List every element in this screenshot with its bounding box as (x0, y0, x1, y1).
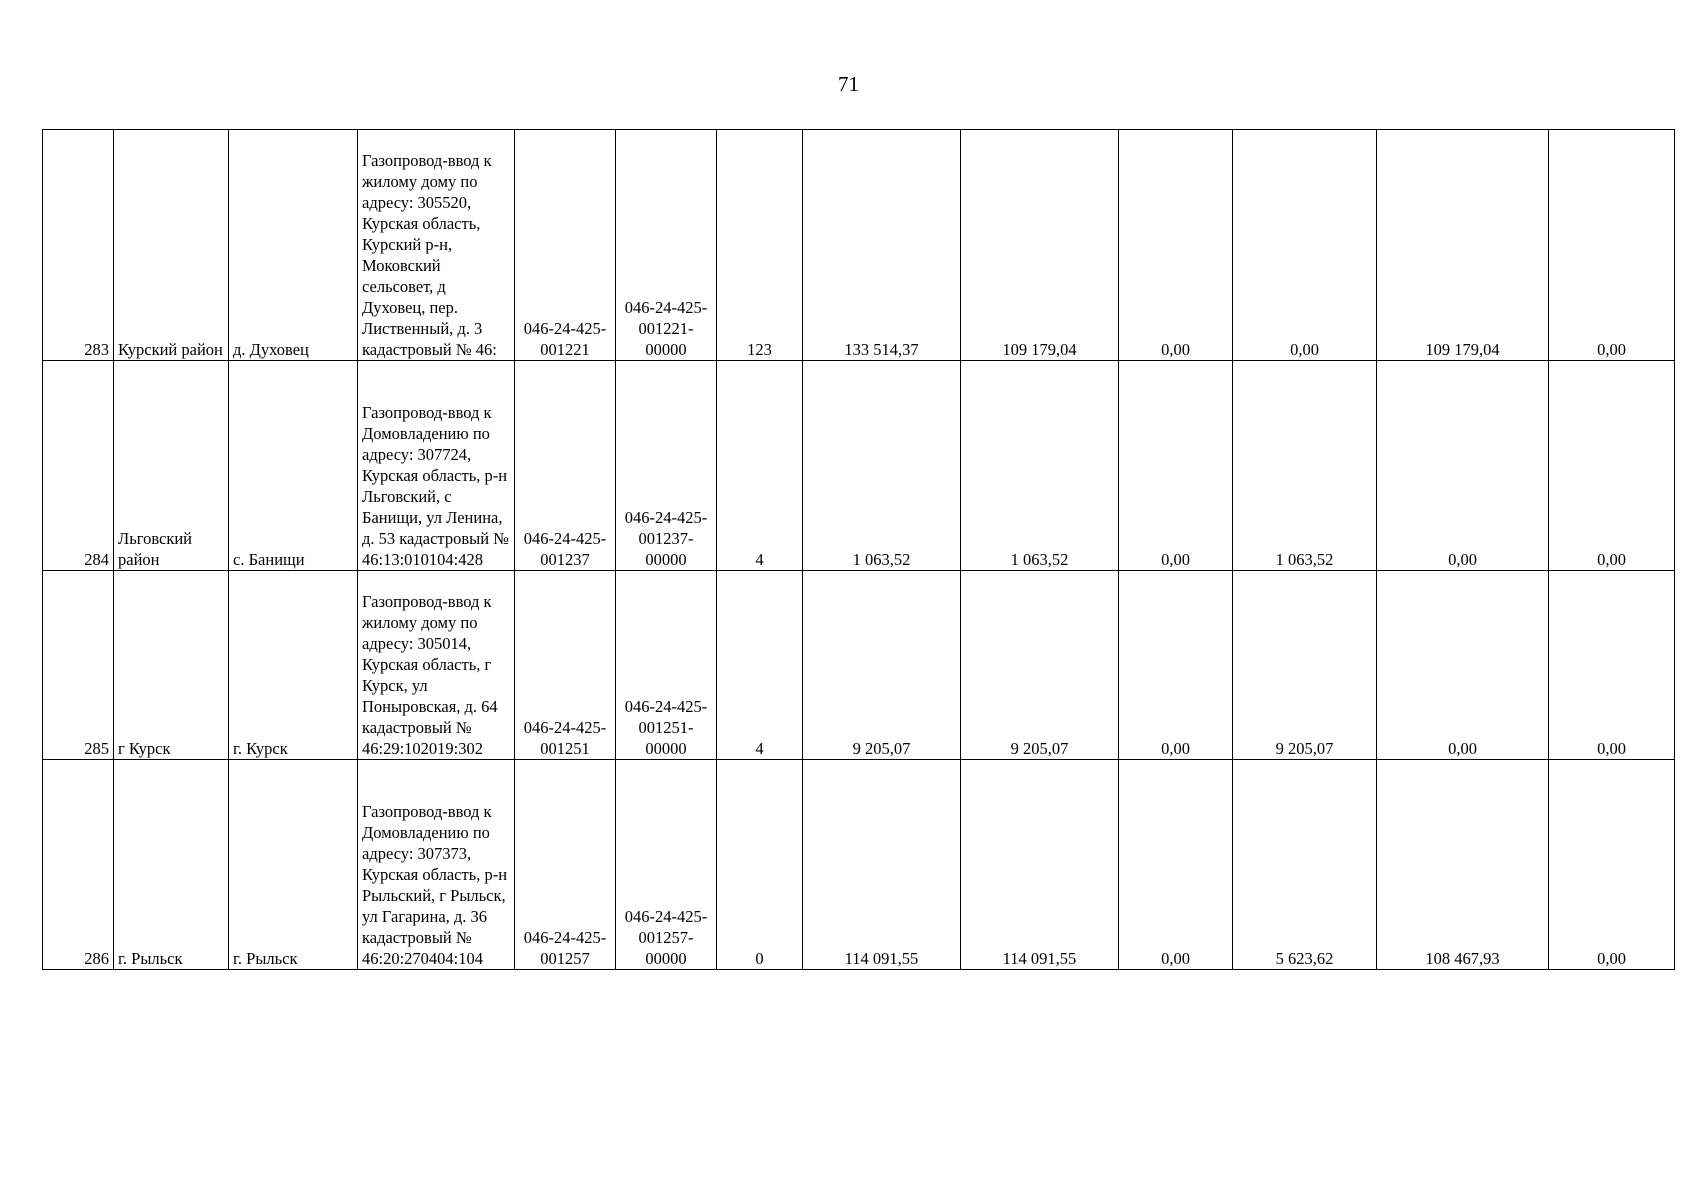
object-code-cell: 046-24-425-001237 (515, 361, 616, 571)
amount-cell-6: 0,00 (1549, 130, 1675, 361)
district-cell: г Курск (114, 571, 229, 760)
object-code-cell: 046-24-425-001251 (515, 571, 616, 760)
amount-cell-2: 1 063,52 (961, 361, 1119, 571)
locality-cell: г. Рыльск (229, 760, 358, 970)
amount-cell-5: 109 179,04 (1377, 130, 1549, 361)
amount-cell-3: 0,00 (1119, 760, 1233, 970)
row-number-cell: 283 (43, 130, 114, 361)
locality-cell: г. Курск (229, 571, 358, 760)
amount-cell-2: 9 205,07 (961, 571, 1119, 760)
amount-cell-5: 0,00 (1377, 571, 1549, 760)
object-description-cell: Газопровод-ввод к Домовладению по адресу: 307724, Курская область, р-н Льговский, с Банищи, ул Ленина, д. 53 кадастровый № 46:13:010104:428 (358, 361, 515, 571)
amount-cell-6: 0,00 (1549, 361, 1675, 571)
row-number-cell: 284 (43, 361, 114, 571)
amount-cell-4: 9 205,07 (1233, 571, 1377, 760)
amount-cell-4: 5 623,62 (1233, 760, 1377, 970)
amount-cell-5: 108 467,93 (1377, 760, 1549, 970)
inventory-code-cell: 046-24-425-001237-00000 (616, 361, 717, 571)
amount-cell-6: 0,00 (1549, 760, 1675, 970)
object-code-cell: 046-24-425-001257 (515, 760, 616, 970)
row-number-cell: 285 (43, 571, 114, 760)
inventory-code-cell: 046-24-425-001221-00000 (616, 130, 717, 361)
district-cell: Льговский район (114, 361, 229, 571)
register-table (42, 129, 1675, 970)
amount-cell-1: 114 091,55 (803, 760, 961, 970)
table-row (43, 130, 1675, 361)
inventory-code-cell: 046-24-425-001257-00000 (616, 760, 717, 970)
quantity-cell: 4 (717, 361, 803, 571)
object-code-cell: 046-24-425-001221 (515, 130, 616, 361)
amount-cell-1: 133 514,37 (803, 130, 961, 361)
locality-cell: д. Духовец (229, 130, 358, 361)
amount-cell-4: 0,00 (1233, 130, 1377, 361)
amount-cell-1: 9 205,07 (803, 571, 961, 760)
quantity-cell: 123 (717, 130, 803, 361)
quantity-cell: 4 (717, 571, 803, 760)
quantity-cell: 0 (717, 760, 803, 970)
object-description-cell: Газопровод-ввод к жилому дому по адресу: 305014, Курская область, г Курск, ул Поныровская, д. 64 кадастровый № 46:29:102019:302 (358, 571, 515, 760)
table-row (43, 760, 1675, 970)
amount-cell-6: 0,00 (1549, 571, 1675, 760)
district-cell: г. Рыльск (114, 760, 229, 970)
row-number-cell: 286 (43, 760, 114, 970)
amount-cell-3: 0,00 (1119, 361, 1233, 571)
inventory-code-cell: 046-24-425-001251-00000 (616, 571, 717, 760)
object-description-cell: Газопровод-ввод к жилому дому по адресу: 305520, Курская область, Курский р-н, Моковский сельсовет, д Духовец, пер. Лиственный, д. 3 кадастровый № 46: (358, 130, 515, 361)
district-cell: Курский район (114, 130, 229, 361)
object-description-cell: Газопровод-ввод к Домовладению по адресу: 307373, Курская область, р-н Рыльский, г Рыльск, ул Гагарина, д. 36 кадастровый № 46:20:270404:104 (358, 760, 515, 970)
amount-cell-4: 1 063,52 (1233, 361, 1377, 571)
locality-cell: с. Банищи (229, 361, 358, 571)
amount-cell-2: 109 179,04 (961, 130, 1119, 361)
amount-cell-3: 0,00 (1119, 571, 1233, 760)
amount-cell-1: 1 063,52 (803, 361, 961, 571)
table-row (43, 571, 1675, 760)
table-row (43, 361, 1675, 571)
amount-cell-5: 0,00 (1377, 361, 1549, 571)
amount-cell-2: 114 091,55 (961, 760, 1119, 970)
page-number: 71 (838, 72, 859, 96)
amount-cell-3: 0,00 (1119, 130, 1233, 361)
